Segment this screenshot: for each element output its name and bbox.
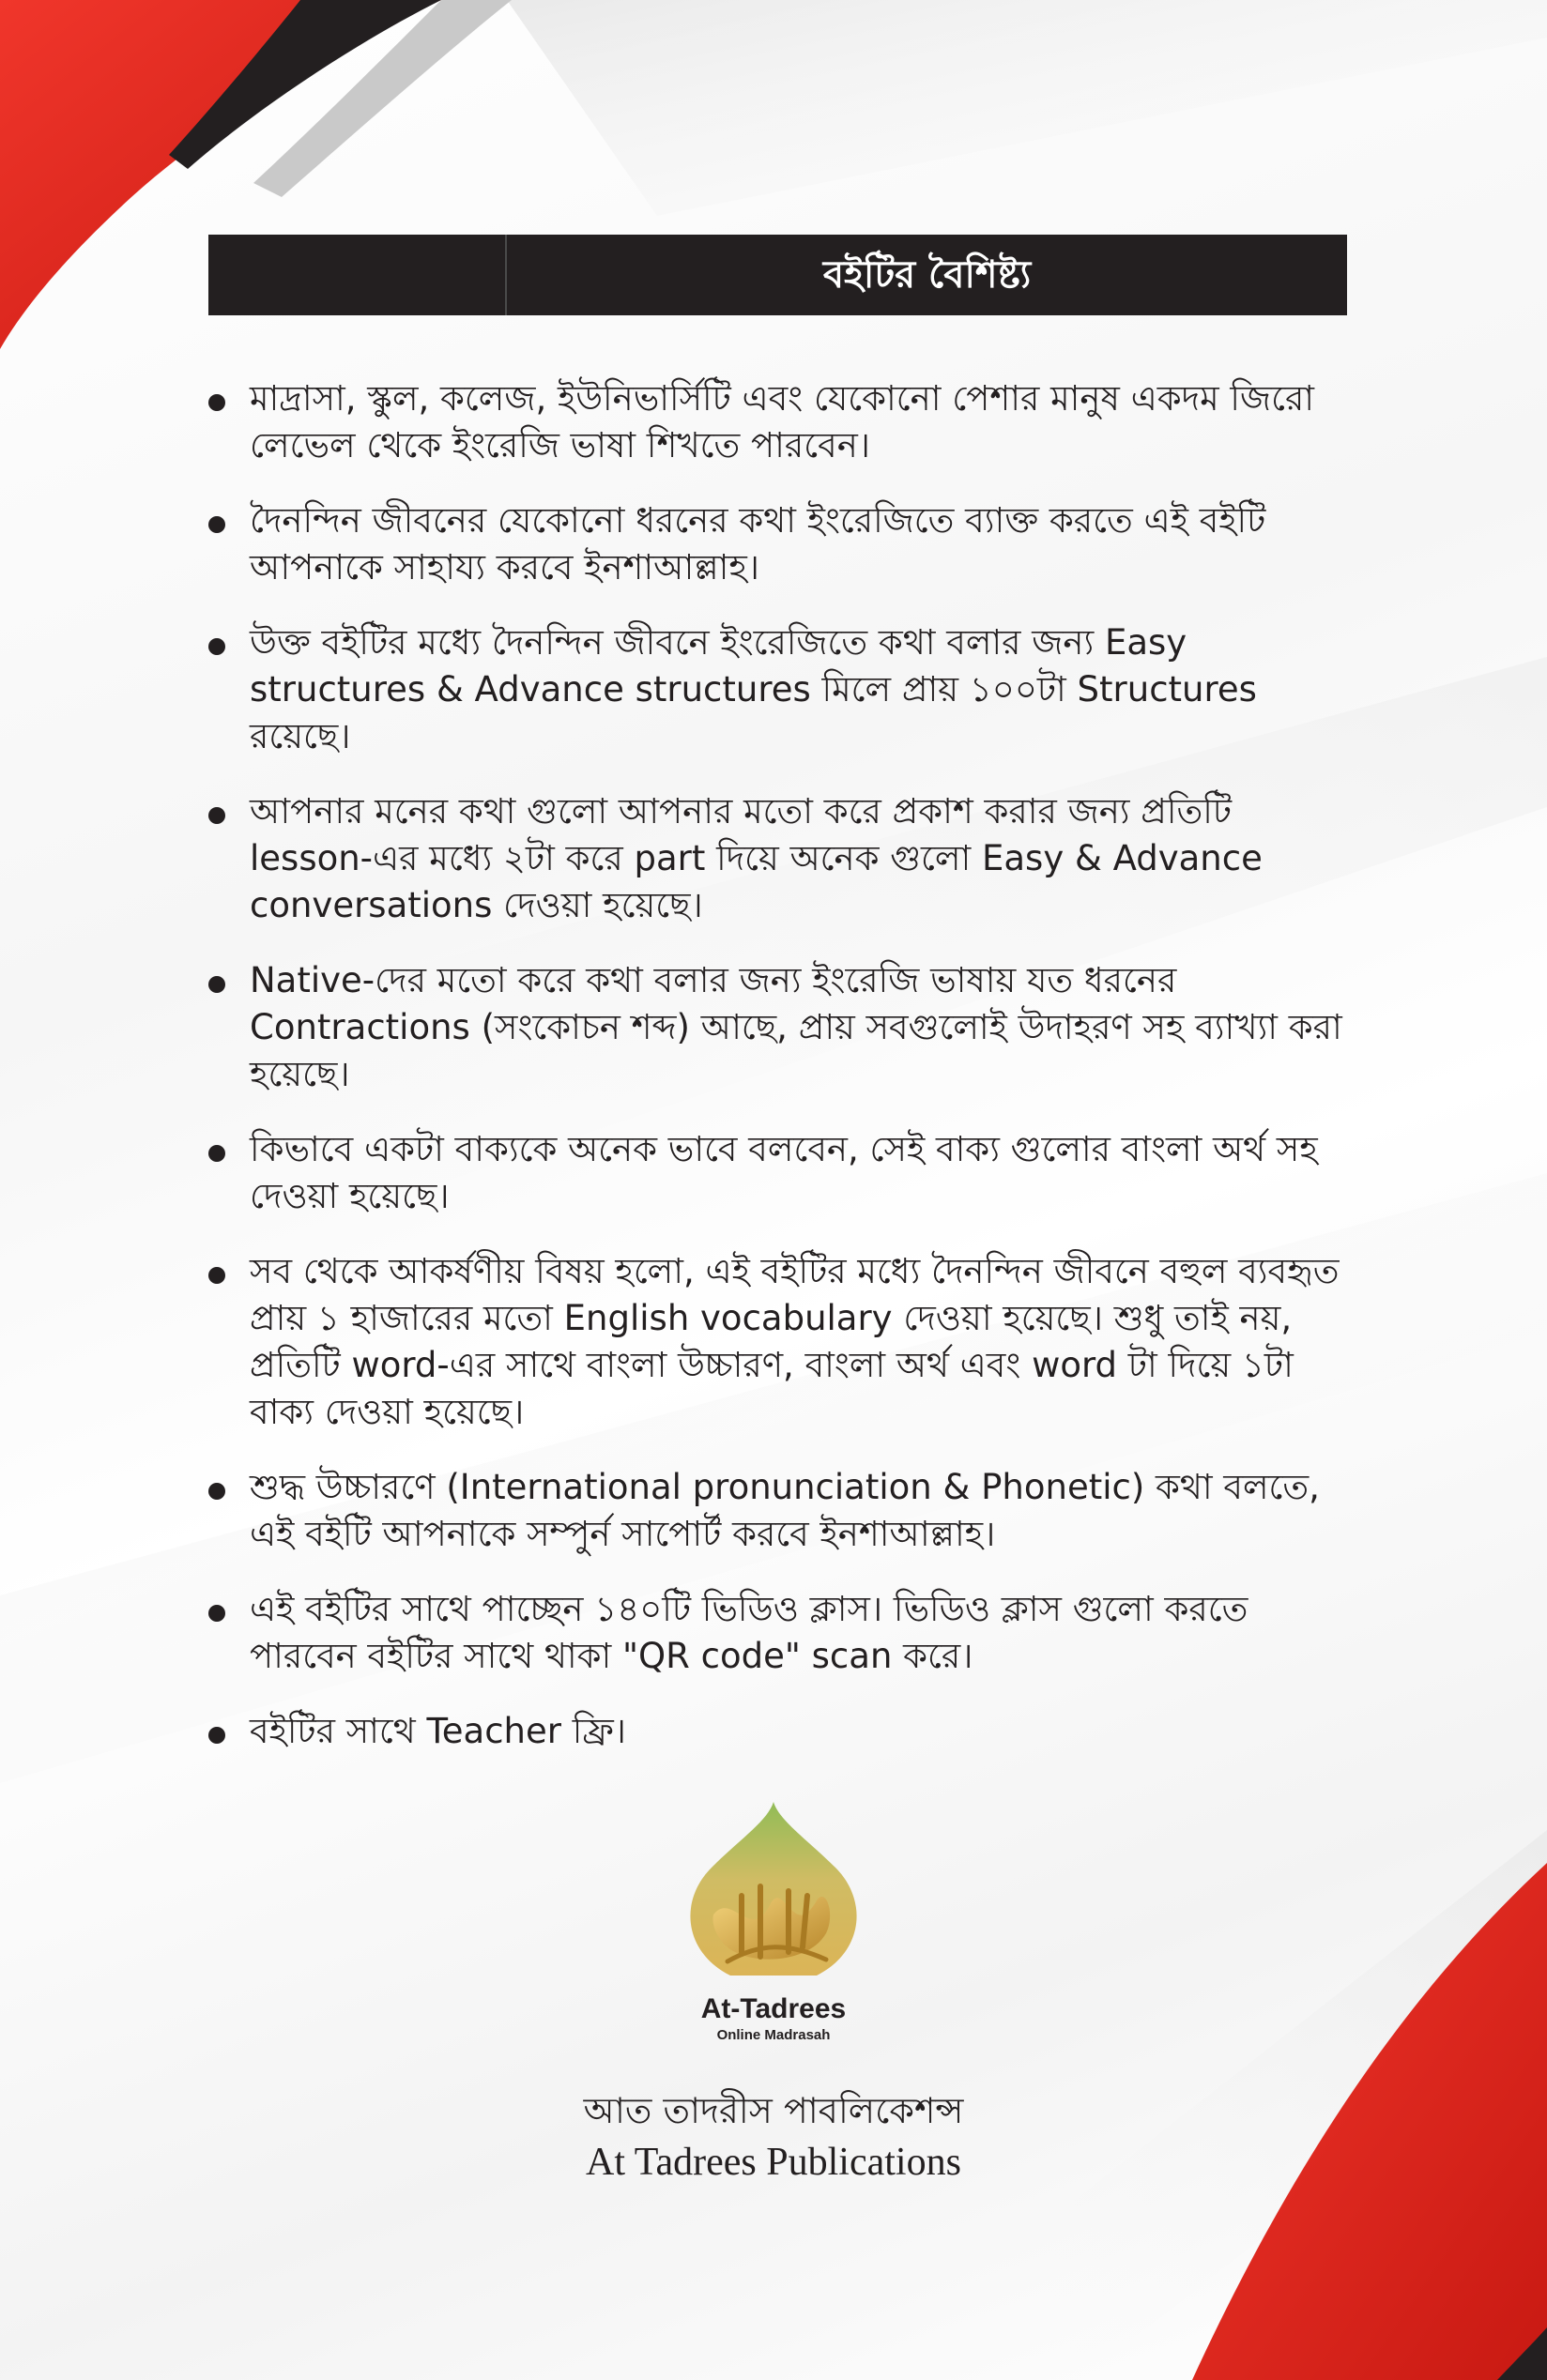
publisher-name-bengali: আত তাদরীস পাবলিকেশন্স: [583, 2090, 964, 2131]
bullet-icon: [208, 1727, 225, 1744]
bullet-icon: [208, 516, 225, 533]
feature-text: উক্ত বইটির মধ্যে দৈনন্দিন জীবনে ইংরেজিতে কথা বলার জন্য Easy structures & Advance structures মিলে প্রায় ১০০টা Structures রয়েছে।: [250, 622, 1257, 756]
bullet-icon: [208, 807, 225, 824]
bg-grey-band-1: [507, 0, 1547, 216]
feature-text: সব থেকে আকর্ষণীয় বিষয় হলো, এই বইটির মধ্যে দৈনন্দিন জীবনে বহুল ব্যবহৃত প্রায় ১ হাজারের মতো English vocabulary দেওয়া হয়েছে। শুধু তাই নয়, প্রতিটি word-এর সাথে বাংলা উচ্চারণ, বাংলা অর্থ এবং word টা দিয়ে ১টা বাক্য দেওয়া হয়েছে।: [250, 1251, 1340, 1432]
feature-text: দৈনন্দিন জীবনের যেকোনো ধরনের কথা ইংরেজিতে ব্যাক্ত করতে এই বইটি আপনাকে সাহায্য করবে ইনশাআল্লাহ।: [250, 500, 1266, 587]
feature-item: [208, 1708, 1354, 1755]
bullet-icon: [208, 1605, 225, 1622]
logo-subtitle: Online Madrasah: [716, 2027, 831, 2043]
feature-text: Native-দের মতো করে কথা বলার জন্য ইংরেজি ভাষায় যত ধরনের Contractions (সংকোচন শব্দ) আছে, প্রায় সবগুলোই উদাহরণ সহ ব্যাখ্যা করা হয়েছে।: [250, 960, 1342, 1094]
feature-item: [208, 1586, 1354, 1680]
feature-item: [208, 1126, 1354, 1220]
feature-item: [208, 619, 1354, 760]
feature-text: কিভাবে একটা বাক্যকে অনেক ভাবে বলবেন, সেই বাক্য গুলোর বাংলা অর্থ সহ দেওয়া হয়েছে।: [250, 1129, 1318, 1216]
feature-item: [208, 375, 1354, 469]
feature-text: মাদ্রাসা, স্কুল, কলেজ, ইউনিভার্সিটি এবং যেকোনো পেশার মানুষ একদম জিরো লেভেল থেকে ইংরেজি ভাষা শিখতে পারবেন।: [250, 378, 1315, 465]
feature-text: শুদ্ধ উচ্চারণে (International pronunciation & Phonetic) কথা বলতে, এই বইটি আপনাকে সম্পুর্ন সাপোর্ট করবে ইনশাআল্লাহ।: [250, 1467, 1320, 1554]
feature-item: [208, 497, 1354, 591]
feature-text: আপনার মনের কথা গুলো আপনার মতো করে প্রকাশ করার জন্য প্রতিটি lesson-এর মধ্যে ২টা করে part দিয়ে অনেক গুলো Easy & Advance conversations দেওয়া হয়েছে।: [250, 791, 1263, 925]
feature-item: [208, 1248, 1354, 1436]
bullet-icon: [208, 638, 225, 655]
section-title: বইটির বৈশিষ্ট্য: [822, 253, 1032, 297]
feature-text: এই বইটির সাথে পাচ্ছেন ১৪০টি ভিডিও ক্লাস। ভিডিও ক্লাস গুলো করতে পারবেন বইটির সাথে থাকা "QR code" scan করে।: [250, 1589, 1248, 1676]
logo-name: At-Tadrees: [700, 1993, 847, 2024]
bullet-icon: [208, 1145, 225, 1162]
feature-list: [208, 375, 1354, 1755]
feature-item: [208, 788, 1354, 929]
section-header-bar: [208, 235, 1347, 315]
feature-text: বইটির সাথে Teacher ফ্রি।: [250, 1711, 626, 1751]
bullet-icon: [208, 1267, 225, 1284]
feature-item: [208, 957, 1354, 1098]
bullet-icon: [208, 394, 225, 411]
bullet-icon: [208, 976, 225, 993]
publisher-name-english: At Tadrees Publications: [586, 2141, 961, 2184]
bullet-icon: [208, 1483, 225, 1500]
feature-item: [208, 1464, 1354, 1558]
